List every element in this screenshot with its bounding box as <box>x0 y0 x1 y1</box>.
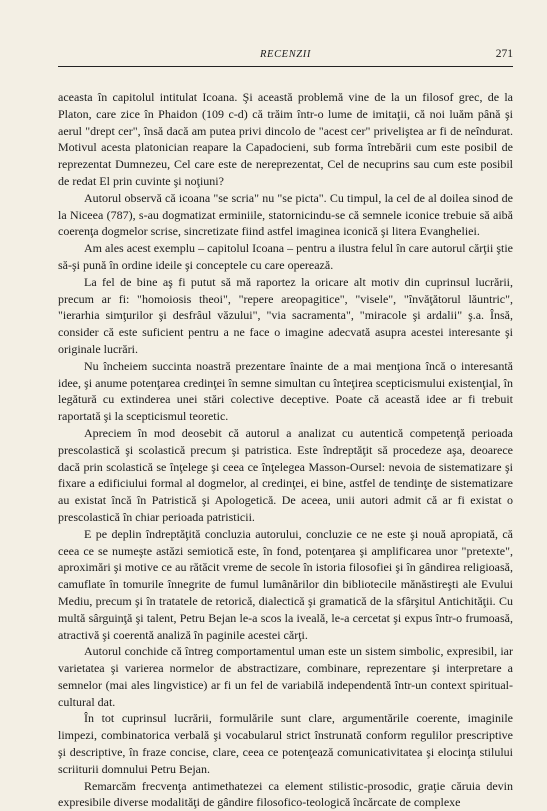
paragraph-icon-writing: Autorul observă că icoana "se scria" nu "se picta". Cu timpul, la cel de al doilea sinod de la Niceea (787), s-au dogmatizat erminiile, statornicindu-se că semnele iconice trebuie să aibă coerenţa dogmelor scrise, sincretizate fiind astfel imaginea iconică şi litera Evangheliei. <box>58 190 513 239</box>
section-title: RECENZII <box>260 49 311 60</box>
paragraph-antimetathesis: Remarcăm frecvenţa antimethatezei ca element stilistic-prosodic, graţie căruia devin expresibile diverse modalităţi de gândire filosofico-teologică încărcate de complexe <box>58 778 513 810</box>
paragraph-skepticism: Nu încheiem succinta noastră prezentare înainte de a mai menţiona încă o interesantă idee, şi anume potenţarea credinţei în semne simultan cu înteţirea scepticismului existenţial, în legătură cu extinderea unei stări colective deceptive. Poate că această idee ar fi trebuit raportată şi la scepticismul teoretic. <box>58 358 513 424</box>
running-header <box>58 48 513 67</box>
paragraph-symbolic-system: Autorul conchide că întreg comportamentul uman este un sistem simbolic, expresibil, iar varietatea şi varierea normelor de abstractizare, combinare, reprezentare şi interpretare a semnelor (mai ales lingvistice) ar fi un fel de variabilă independentă într-un context spiritual-cultural dat. <box>58 644 513 709</box>
paragraph-example-chosen: Am ales acest exemplu – capitolul Icoana – pentru a ilustra felul în care autorul cărţii ştie să-şi pună în ordine ideile şi conceptele cu care operează. <box>58 241 513 272</box>
paragraph-icoana-continued: aceasta în capitolul intitulat Icoana. Şi această problemă vine de la un filosof grec, de la Platon, care zice în Phaidon (109 c-d) că trăim într-o lume de imitaţii, că noi luăm până şi aerul "drept cer", însă dacă am putea privi dincolo de "acest cer" priveliştea ar fi de neîndurat. Motivul acesta platonician reapare la Capadocieni, sub forma întrebării cum este posibil de reprezentat Dumnezeu, Cel care este de nereprezentat, Cel de necuprins sau cum este posibil de redat El prin cuvinte şi noţiuni? <box>58 90 513 188</box>
body-text <box>58 89 513 811</box>
paragraph-scholastic: Apreciem în mod deosebit că autorul a analizat cu autentică competenţă perioada prescolastică şi scolastică precum şi patristica. Este îndreptăţit să procedeze aşa, deoarece dacă prin scolastică se înţelege şi ceea ce înţelegea Masson-Oursel: nevoia de sistematizare şi fixare a edificiului formal al dogmelor, al credinţei, ei bine, astfel de tendinţe de sistematizare au existat încă în Patristică şi Apologetică. De aceea, unii autori admit că ar fi existat o prescolastică în chiar perioada patristicii. <box>58 425 513 524</box>
paragraph-other-motifs: La fel de bine aş fi putut să mă raportez la oricare alt motiv din cuprinsul lucrării, precum ar fi: "homoiosis theoi", "repere areopagitice", "visele", "învăţătorul lăuntric", "ierarhia simţurilor şi desfrâul văzului", "via sacramenta", "miracole şi ardalii" ş.a. Însă, consider că este suficient pentru a ne face o imagine adecvată asupra acestei interesante şi originale lucrări. <box>58 274 513 356</box>
page-number: 271 <box>495 48 513 60</box>
paragraph-semiotics: E pe deplin îndreptăţită concluzia autorului, concluzie ce ne este şi nouă apropiată, că ceea ce se numeşte astăzi semiotică este, în fond, potenţarea şi amplificarea unor "pretexte", aproximări şi motive ce au rătăcit vreme de secole în istoria filosofiei şi în gândirea religioasă, camuflate în tomurile înnegrite de fumul lumânărilor din bibliotecile mănăstireşti ale Evului Mediu, precum şi în tratatele de retorică, dialectică şi gramatică de la sfârşitul Antichităţii. Cu multă sârguinţă şi talent, Petru Bejan le-a scos la iveală, le-a cercetat şi expus într-o frumoasă, atractivă şi coerentă analiză în paginile acestei cărţi. <box>58 526 513 642</box>
paragraph-style: În tot cuprinsul lucrării, formulările sunt clare, argumentările coerente, imaginile limpezi, combinatorica verbală şi vocabularul strict înstrunată conform regulilor prescriptive şi descriptive, în fraze concise, clare, ceea ce potenţează comunicativitatea şi elocinţa stilului scriiturii domnului Petru Bejan. <box>58 711 513 776</box>
